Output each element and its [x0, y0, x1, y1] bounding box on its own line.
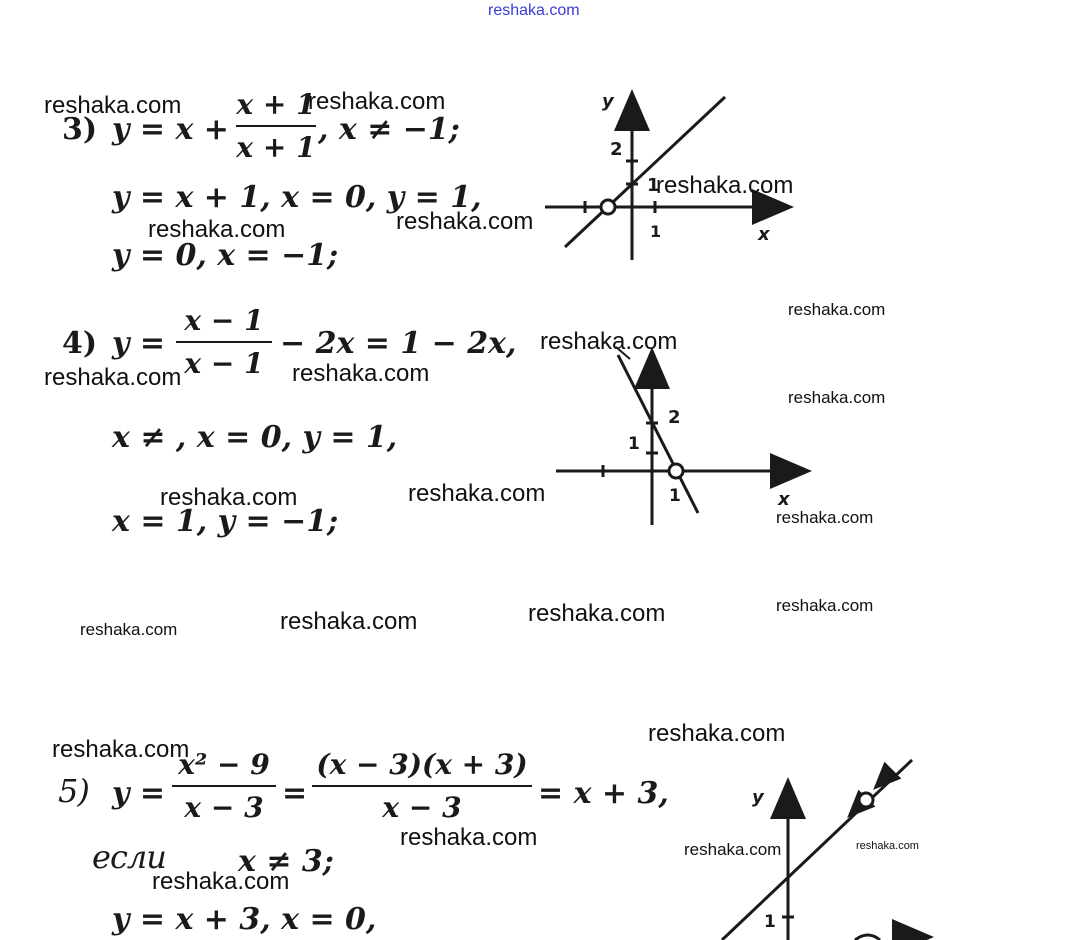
- problem-3-equation-start: y = x +: [112, 112, 229, 147]
- fraction-denominator: x − 1: [184, 347, 264, 380]
- problem-3-fraction: [236, 88, 316, 164]
- watermark[interactable]: reshaka.com: [52, 736, 190, 763]
- watermark[interactable]: reshaka.com: [776, 508, 874, 527]
- fraction-bar: [176, 341, 272, 343]
- hole-point: [601, 200, 615, 214]
- y-label: y: [602, 91, 614, 112]
- graph-problem-4: [548, 335, 818, 530]
- tick-label-2: 2: [668, 407, 681, 428]
- fraction-denominator: x − 3: [184, 791, 264, 824]
- problem-5-equals: =: [282, 776, 308, 811]
- fraction-numerator: x² − 9: [178, 748, 270, 781]
- watermark[interactable]: reshaka.com: [776, 596, 874, 615]
- top-watermark[interactable]: reshaka.com: [488, 2, 580, 19]
- problem-4-line-3: x = 1, y = −1;: [112, 504, 339, 539]
- watermark[interactable]: reshaka.com: [684, 840, 782, 859]
- fraction-bar: [172, 785, 276, 787]
- problem-3-label: 3): [62, 112, 98, 147]
- handwritten-word: если: [92, 838, 166, 876]
- fraction-bar: [312, 785, 532, 787]
- watermark[interactable]: reshaka.com: [856, 840, 919, 852]
- problem-5-label: 5): [58, 772, 89, 810]
- fraction-numerator: x + 1: [236, 88, 316, 121]
- hole-point: [859, 793, 873, 807]
- watermark[interactable]: reshaka.com: [160, 484, 298, 511]
- watermark[interactable]: reshaka.com: [44, 364, 182, 391]
- watermark[interactable]: reshaka.com: [152, 868, 290, 895]
- watermark[interactable]: reshaka.com: [788, 300, 886, 319]
- watermark[interactable]: reshaka.com: [308, 88, 446, 115]
- watermark[interactable]: reshaka.com: [540, 328, 678, 355]
- problem-4-fraction: [176, 304, 272, 380]
- problem-4-line-2: x ≠ , x = 0, y = 1,: [112, 420, 398, 455]
- y-label: y: [752, 787, 764, 808]
- watermark[interactable]: reshaka.com: [408, 480, 546, 507]
- tick-label-1-x: 1: [650, 222, 662, 241]
- watermark[interactable]: reshaka.com: [280, 608, 418, 635]
- watermark[interactable]: reshaka.com: [788, 388, 886, 407]
- tick-label-2: 2: [610, 139, 623, 160]
- problem-5-equation-rest: = x + 3,: [538, 776, 669, 811]
- watermark[interactable]: reshaka.com: [400, 824, 538, 851]
- x-label: x: [758, 224, 770, 245]
- problem-5-condition: x ≠ 3;: [238, 844, 334, 879]
- watermark[interactable]: reshaka.com: [44, 92, 182, 119]
- tick-label-1-x: 1: [669, 486, 681, 506]
- watermark[interactable]: reshaka.com: [396, 208, 534, 235]
- watermark[interactable]: reshaka.com: [648, 720, 786, 747]
- fraction-numerator: x − 1: [184, 304, 264, 337]
- fraction-denominator: x + 1: [236, 131, 316, 164]
- problem-4-label: 4): [62, 326, 98, 361]
- tick-label-1: 1: [764, 912, 776, 932]
- tick-label-1-y: 1: [628, 434, 640, 454]
- fraction-denominator: x − 3: [382, 791, 462, 824]
- watermark[interactable]: reshaka.com: [148, 216, 286, 243]
- tick-label-1-y: 1: [647, 175, 660, 196]
- problem-3-line-2: y = x + 1, x = 0, y = 1,: [112, 180, 482, 215]
- watermark[interactable]: reshaka.com: [528, 600, 666, 627]
- fraction-numerator: (x − 3)(x + 3): [316, 748, 528, 781]
- problem-3-line-3: y = 0, x = −1;: [112, 238, 339, 273]
- x-label: x: [778, 489, 790, 510]
- watermark[interactable]: reshaka.com: [80, 620, 178, 639]
- problem-5-line-3: y = x + 3, x = 0,: [112, 902, 377, 937]
- problem-4-equation-start: y =: [112, 326, 166, 361]
- hole-point: [669, 464, 683, 478]
- watermark[interactable]: reshaka.com: [292, 360, 430, 387]
- problem-4-equation-rest: − 2x = 1 − 2x,: [280, 326, 517, 361]
- watermark[interactable]: reshaka.com: [656, 172, 794, 199]
- problem-5-fraction-2: [312, 748, 532, 824]
- problem-3-condition: , x ≠ −1;: [318, 112, 460, 147]
- problem-5-equation-start: y =: [112, 776, 166, 811]
- fraction-bar: [236, 125, 316, 127]
